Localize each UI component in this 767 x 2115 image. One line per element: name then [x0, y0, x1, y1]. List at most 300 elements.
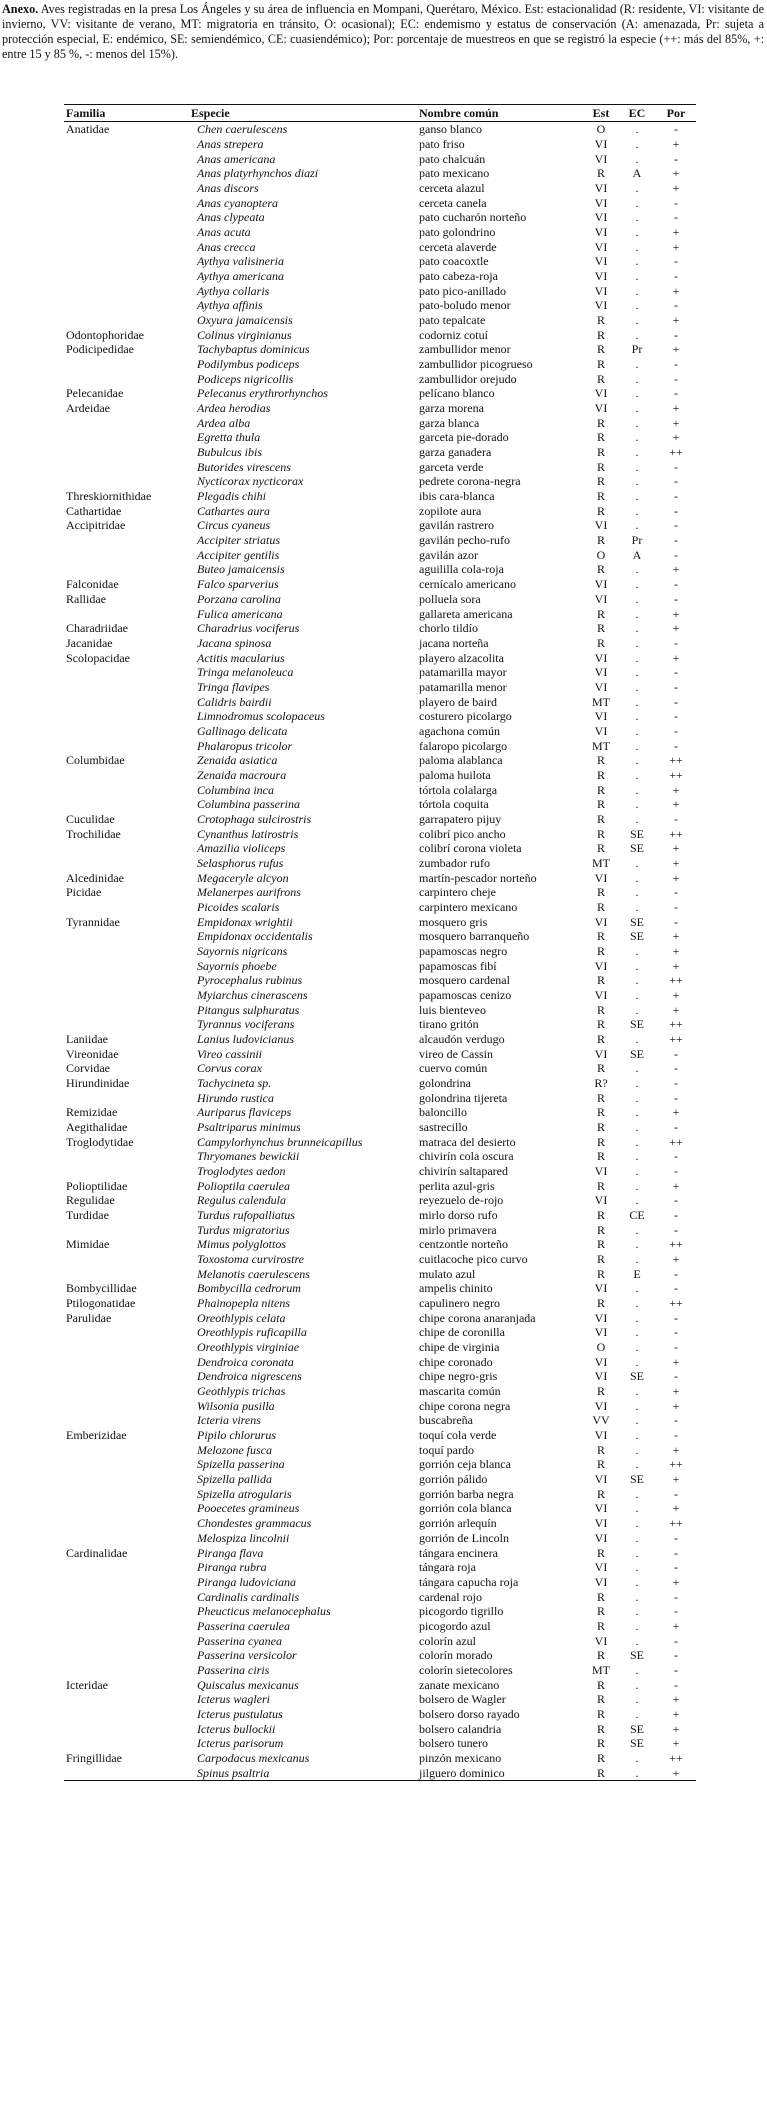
por-cell: +: [672, 782, 680, 797]
ec-cell: SE: [629, 841, 644, 856]
est-cell: VI: [594, 518, 608, 533]
table-row: [64, 210, 696, 225]
table-row: [64, 122, 696, 137]
familia-cell: [64, 269, 189, 284]
table-row: [64, 1076, 696, 1091]
por-cell: -: [674, 1061, 678, 1076]
familia-cell: [64, 283, 189, 298]
ec-cell: .: [635, 1428, 639, 1443]
familia-cell: [64, 547, 189, 562]
ec-cell: .: [635, 767, 639, 782]
table-row: [64, 738, 696, 753]
familia-cell: Remizidae: [66, 1105, 118, 1120]
familia-cell: Cuculidae: [66, 811, 115, 826]
nombre-comun-cell: paloma huilota: [419, 767, 491, 782]
ec-cell: .: [635, 782, 639, 797]
por-cell: -: [674, 1193, 678, 1208]
table-row: [64, 1428, 696, 1443]
especie-cell: Melospiza lincolnii: [197, 1530, 290, 1545]
especie-cell: Pitangus sulphuratus: [197, 1002, 300, 1017]
por-cell: ++: [669, 1237, 683, 1252]
familia-cell: [64, 1164, 189, 1179]
especie-cell: Turdus rufopalliatus: [197, 1208, 295, 1223]
nombre-comun-cell: cerceta canela: [419, 195, 487, 210]
est-cell: R: [596, 1692, 605, 1707]
nombre-comun-cell: bolsero tunero: [419, 1736, 488, 1751]
familia-cell: [64, 298, 189, 313]
ec-cell: .: [635, 1545, 639, 1560]
familia-cell: Pelecanidae: [66, 386, 124, 401]
por-cell: -: [674, 1340, 678, 1355]
table-row: [64, 1384, 696, 1399]
nombre-comun-cell: luis bienteveo: [419, 1002, 486, 1017]
familia-cell: [64, 1707, 189, 1722]
especie-cell: Zenaida asiatica: [197, 753, 278, 768]
especie-cell: Cynanthus latirostris: [197, 826, 299, 841]
ec-cell: .: [635, 1692, 639, 1707]
table-row: [64, 298, 696, 313]
especie-cell: Piranga rubra: [197, 1560, 267, 1575]
table-row: [64, 826, 696, 841]
ec-cell: .: [635, 1530, 639, 1545]
ec-cell: .: [635, 797, 639, 812]
table-row: [64, 151, 696, 166]
nombre-comun-cell: garceta pie-dorado: [419, 430, 509, 445]
nombre-comun-cell: gorrión de Lincoln: [419, 1530, 509, 1545]
ec-cell: .: [635, 1501, 639, 1516]
ec-cell: SE: [629, 1648, 644, 1663]
table-row: [64, 254, 696, 269]
por-cell: -: [674, 1648, 678, 1663]
ec-cell: .: [635, 1237, 639, 1252]
especie-cell: Pooecetes gramineus: [197, 1501, 300, 1516]
table-row: [64, 885, 696, 900]
por-cell: +: [656, 1765, 696, 1780]
por-cell: -: [674, 1164, 678, 1179]
table-row: [64, 1663, 696, 1678]
ec-cell: E: [633, 1266, 641, 1281]
familia-cell: [64, 841, 189, 856]
especie-cell: Aythya affinis: [197, 298, 263, 313]
por-cell: +: [672, 606, 680, 621]
por-cell: ++: [669, 1134, 683, 1149]
ec-cell: SE: [629, 1369, 644, 1384]
nombre-comun-cell: garza ganadera: [419, 445, 492, 460]
nombre-comun-cell: zambullidor orejudo: [419, 371, 517, 386]
especie-cell: Ardea alba: [197, 415, 251, 430]
table-row: [64, 1707, 696, 1722]
table-row: [64, 1765, 696, 1780]
nombre-comun-cell: bolsero calandria: [419, 1721, 502, 1736]
est-cell: R: [596, 606, 605, 621]
nombre-comun-cell: pato cabeza-roja: [419, 269, 498, 284]
nombre-comun-cell: jacana norteña: [419, 635, 489, 650]
familia-cell: [64, 1354, 189, 1369]
table-row: [64, 1457, 696, 1472]
est-cell: R: [596, 1178, 605, 1193]
nombre-comun-cell: picogordo azul: [419, 1618, 491, 1633]
familia-cell: [64, 988, 189, 1003]
familia-cell: [64, 1442, 189, 1457]
nombre-comun-cell: mulato azul: [419, 1266, 476, 1281]
especie-cell: Vireo cassinii: [197, 1046, 262, 1061]
nombre-comun-cell: baloncillo: [419, 1105, 467, 1120]
nombre-comun-cell: garza morena: [419, 401, 484, 416]
por-cell: -: [674, 1369, 678, 1384]
especie-cell: Icterus parisorum: [197, 1736, 284, 1751]
por-cell: -: [674, 1281, 678, 1296]
ec-cell: .: [635, 445, 639, 460]
est-cell: R: [596, 1486, 605, 1501]
familia-cell: Anatidae: [66, 122, 110, 137]
table-row: [64, 1589, 696, 1604]
table-row: [64, 944, 696, 959]
familia-cell: Ptilogonatidae: [66, 1296, 136, 1311]
nombre-comun-cell: falaropo picolargo: [419, 738, 508, 753]
especie-cell: Oreothlypis virginiae: [197, 1340, 300, 1355]
nombre-comun-cell: zanate mexicano: [419, 1677, 500, 1692]
ec-cell: .: [635, 1325, 639, 1340]
familia-cell: [64, 973, 189, 988]
ec-cell: .: [635, 1706, 639, 1721]
est-cell: R: [596, 1237, 605, 1252]
por-cell: +: [672, 342, 680, 357]
ec-cell: .: [635, 1486, 639, 1501]
ec-cell: SE: [629, 929, 644, 944]
por-cell: -: [674, 1560, 678, 1575]
ec-cell: .: [635, 1750, 639, 1765]
ec-cell: SE: [629, 914, 644, 929]
familia-cell: [64, 181, 189, 196]
por-cell: -: [674, 1090, 678, 1105]
familia-cell: [64, 445, 189, 460]
nombre-comun-cell: perlita azul-gris: [419, 1178, 495, 1193]
por-cell: -: [674, 1222, 678, 1237]
especie-cell: Hirundo rustica: [197, 1090, 275, 1105]
est-cell: O: [596, 547, 606, 562]
familia-cell: Falconidae: [66, 577, 119, 592]
est-cell: R: [596, 489, 605, 504]
ec-cell: .: [635, 1442, 639, 1457]
est-cell: MT: [592, 855, 610, 870]
est-cell: R: [596, 1120, 605, 1135]
familia-cell: [64, 210, 189, 225]
familia-cell: Corvidae: [66, 1061, 110, 1076]
por-cell: -: [674, 1545, 678, 1560]
est-cell: VI: [594, 679, 608, 694]
table-row: [64, 782, 696, 797]
est-cell: R: [596, 503, 605, 518]
especie-cell: Anas americana: [197, 151, 276, 166]
table-row: [64, 900, 696, 915]
ec-cell: .: [635, 1149, 639, 1164]
table-row: [64, 1296, 696, 1311]
est-cell: O: [596, 1340, 606, 1355]
ec-cell: .: [635, 181, 639, 196]
por-cell: +: [672, 1384, 680, 1399]
ec-cell: CE: [629, 1208, 645, 1223]
ec-cell: .: [635, 1281, 639, 1296]
familia-cell: [64, 562, 189, 577]
por-cell: -: [674, 635, 678, 650]
familia-cell: [64, 1252, 189, 1267]
ec-cell: .: [635, 210, 639, 225]
familia-cell: [64, 1340, 189, 1355]
header-ec: EC: [618, 105, 656, 122]
ec-cell: SE: [629, 1017, 644, 1032]
table-row: [64, 1046, 696, 1061]
table-row: [64, 1032, 696, 1047]
est-cell: R: [596, 1545, 605, 1560]
ec-cell: .: [635, 1222, 639, 1237]
nombre-comun-cell: codorniz cotuí: [419, 327, 488, 342]
est-cell: R: [596, 797, 605, 812]
por-cell: +: [672, 1398, 680, 1413]
especie-cell: Aythya americana: [197, 269, 284, 284]
por-cell: -: [674, 474, 678, 489]
nombre-comun-cell: reyezuelo de-rojo: [419, 1193, 504, 1208]
nombre-comun-cell: tórtola coquita: [419, 797, 489, 812]
nombre-comun-cell: garceta verde: [419, 459, 484, 474]
especie-cell: Actitis macularius: [197, 650, 285, 665]
especie-cell: Spizella passerina: [197, 1457, 285, 1472]
familia-cell: [64, 415, 189, 430]
ec-cell: .: [635, 313, 639, 328]
est-cell: R: [596, 415, 605, 430]
table-row: [64, 327, 696, 342]
especie-cell: Wilsonia pusilla: [197, 1398, 275, 1413]
ec-cell: .: [635, 723, 639, 738]
ec-cell: A: [632, 547, 642, 562]
table-row: [64, 225, 696, 240]
est-cell: VI: [594, 1428, 608, 1443]
ec-cell: .: [635, 1252, 639, 1267]
familia-cell: [64, 137, 189, 152]
familia-cell: Podicipedidae: [66, 342, 134, 357]
por-cell: -: [674, 899, 678, 914]
familia-cell: Jacanidae: [66, 635, 113, 650]
est-cell: R: [596, 371, 605, 386]
est-cell: VI: [594, 386, 608, 401]
table-row: [64, 1340, 696, 1355]
table-row: [64, 1442, 696, 1457]
nombre-comun-cell: tángara roja: [419, 1560, 476, 1575]
por-cell: ++: [669, 973, 683, 988]
est-cell: R?: [594, 1076, 608, 1090]
est-cell: R: [596, 885, 605, 900]
est-cell: R: [596, 811, 605, 826]
ec-cell: .: [635, 606, 639, 621]
familia-cell: [64, 1736, 189, 1751]
por-cell: -: [674, 1633, 678, 1648]
nombre-comun-cell: gavilán rastrero: [419, 518, 494, 533]
bird-species-table: [64, 104, 696, 1781]
table-row: [64, 401, 696, 416]
por-cell: -: [674, 371, 678, 386]
especie-cell: Nycticorax nycticorax: [197, 474, 304, 489]
table-row: [64, 1002, 696, 1017]
familia-cell: Icteridae: [66, 1677, 108, 1692]
nombre-comun-cell: mirlo dorso rufo: [419, 1208, 498, 1223]
por-cell: -: [674, 1046, 678, 1061]
ec-cell: .: [635, 122, 639, 137]
familia-cell: Troglodytidae: [66, 1134, 134, 1149]
por-cell: -: [674, 591, 678, 606]
est-cell: R: [596, 357, 605, 372]
especie-cell: Ardea herodias: [197, 401, 271, 416]
est-cell: R: [596, 1266, 605, 1281]
nombre-comun-cell: aguililla cola-roja: [419, 562, 504, 577]
especie-cell: Empidonax wrightii: [197, 914, 293, 929]
familia-cell: [64, 958, 189, 973]
especie-cell: Mimus polyglottos: [197, 1237, 286, 1252]
por-cell: +: [672, 1706, 680, 1721]
ec-cell: .: [635, 899, 639, 914]
especie-cell: Oreothlypis ruficapilla: [197, 1325, 307, 1340]
table-row: [64, 753, 696, 768]
est-cell: R: [596, 1017, 605, 1032]
header-por: Por: [656, 105, 696, 122]
nombre-comun-cell: chipe corona anaranjada: [419, 1310, 536, 1325]
nombre-comun-cell: cerceta alazul: [419, 181, 485, 196]
est-cell: R: [596, 1208, 605, 1223]
header-especie: Especie: [189, 105, 417, 122]
ec-cell: .: [635, 269, 639, 284]
por-cell: ++: [669, 1296, 683, 1311]
table-row: [64, 137, 696, 152]
familia-cell: [64, 1472, 189, 1487]
est-cell: R: [596, 767, 605, 782]
table-row: [64, 1281, 696, 1296]
table-row: [64, 709, 696, 724]
ec-cell: Pr: [631, 342, 643, 357]
especie-cell: Passerina caerulea: [197, 1618, 290, 1633]
ec-cell: .: [635, 1120, 639, 1135]
table-row: [64, 577, 696, 592]
nombre-comun-cell: picogordo tigrillo: [419, 1604, 504, 1619]
ec-cell: .: [635, 973, 639, 988]
table-row: [64, 283, 696, 298]
familia-cell: [64, 1648, 189, 1663]
ec-cell: .: [635, 635, 639, 650]
ec-cell: .: [635, 621, 639, 636]
est-cell: VI: [594, 870, 608, 885]
table-row: [64, 166, 696, 181]
nombre-comun-cell: pato mexicano: [419, 166, 490, 181]
est-cell: R: [596, 430, 605, 445]
table-row: [64, 1575, 696, 1590]
por-cell: +: [672, 1721, 680, 1736]
familia-cell: [64, 1413, 189, 1428]
especie-cell: Phalaropus tricolor: [197, 738, 293, 753]
familia-cell: [64, 856, 189, 871]
est-cell: R: [596, 1384, 605, 1399]
nombre-comun-cell: colorín azul: [419, 1633, 476, 1648]
est-cell: VI: [594, 210, 608, 225]
table-row: [64, 1252, 696, 1267]
table-row: [64, 694, 696, 709]
por-cell: -: [674, 386, 678, 401]
table-row: [64, 1354, 696, 1369]
especie-cell: Passerina versicolor: [197, 1648, 297, 1663]
especie-cell: Dendroica nigrescens: [197, 1369, 302, 1384]
nombre-comun-cell: tángara capucha roja: [419, 1574, 519, 1589]
table-row: [64, 1017, 696, 1032]
especie-cell: Chen caerulescens: [197, 122, 288, 137]
especie-cell: Aythya collaris: [197, 283, 270, 298]
por-cell: +: [672, 650, 680, 665]
por-cell: -: [674, 503, 678, 518]
nombre-comun-cell: ampelis chinito: [419, 1281, 493, 1296]
por-cell: -: [674, 269, 678, 284]
ec-cell: .: [635, 1516, 639, 1531]
est-cell: R: [596, 562, 605, 577]
est-cell: MT: [592, 738, 610, 753]
por-cell: -: [674, 1604, 678, 1619]
especie-cell: Spinus psaltria: [189, 1765, 417, 1780]
est-cell: VI: [594, 1560, 608, 1575]
nombre-comun-cell: cuervo común: [419, 1061, 488, 1076]
ec-cell: .: [635, 386, 639, 401]
nombre-comun-cell: bolsero dorso rayado: [419, 1706, 520, 1721]
especie-cell: Anas clypeata: [197, 210, 265, 225]
est-cell: R: [596, 1442, 605, 1457]
table-row: [64, 1531, 696, 1546]
familia-cell: [64, 1501, 189, 1516]
table-row: [64, 1633, 696, 1648]
ec-cell: .: [635, 1574, 639, 1589]
por-cell: -: [674, 210, 678, 225]
por-cell: ++: [669, 826, 683, 841]
especie-cell: Jacana spinosa: [197, 635, 272, 650]
familia-cell: [64, 166, 189, 181]
nombre-comun-cell: colibrí corona violeta: [419, 841, 522, 856]
nombre-comun-cell: colorín sietecolores: [419, 1662, 513, 1677]
especie-cell: Dendroica coronata: [197, 1354, 294, 1369]
table-row: [64, 1266, 696, 1281]
familia-cell: Polioptilidae: [66, 1178, 128, 1193]
ec-cell: .: [635, 1105, 639, 1120]
ec-cell: .: [635, 1076, 639, 1090]
por-cell: ++: [669, 1017, 683, 1032]
por-cell: -: [674, 1677, 678, 1692]
especie-cell: Auriparus flaviceps: [197, 1105, 292, 1120]
ec-cell: .: [635, 1134, 639, 1149]
familia-cell: [64, 694, 189, 709]
por-cell: -: [674, 122, 678, 137]
por-cell: -: [674, 1266, 678, 1281]
especie-cell: Carpodacus mexicanus: [197, 1750, 310, 1765]
por-cell: +: [672, 958, 680, 973]
nombre-comun-cell: chipe de coronilla: [419, 1325, 505, 1340]
ec-cell: .: [635, 694, 639, 709]
especie-cell: Melanerpes aurifrons: [197, 885, 301, 900]
est-cell: R: [596, 445, 605, 460]
especie-cell: Passerina cyanea: [197, 1633, 282, 1648]
ec-cell: .: [635, 1618, 639, 1633]
especie-cell: Aythya valisineria: [197, 254, 284, 269]
ec-cell: .: [635, 371, 639, 386]
nombre-comun-cell: playero de baird: [419, 694, 497, 709]
por-cell: ++: [669, 753, 683, 768]
especie-cell: Porzana carolina: [197, 591, 281, 606]
por-cell: -: [674, 518, 678, 533]
est-cell: R: [596, 1736, 605, 1751]
por-cell: +: [672, 929, 680, 944]
especie-cell: Columbina inca: [197, 782, 274, 797]
est-cell: MT: [592, 694, 610, 709]
table-row: [64, 1369, 696, 1384]
